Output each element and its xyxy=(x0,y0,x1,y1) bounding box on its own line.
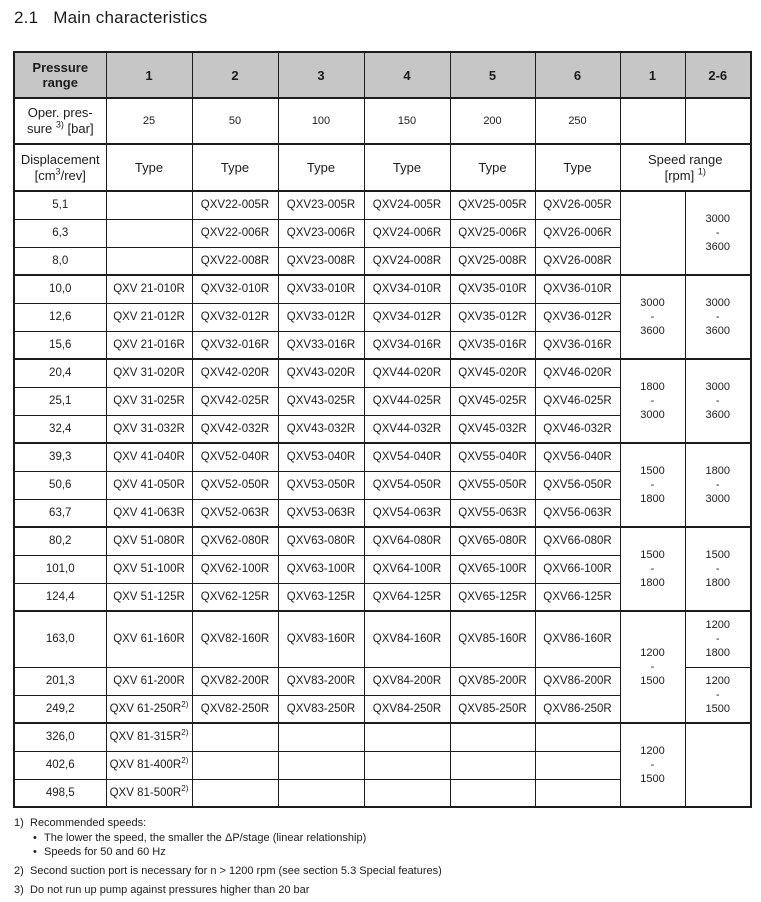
displacement-value: 201,3 xyxy=(14,667,106,695)
type-code-cell: QXV 41-063R xyxy=(106,499,192,527)
type-code-cell: QXV 41-040R xyxy=(106,443,192,471)
displacement-value: 163,0 xyxy=(14,611,106,667)
type-code-cell: QXV33-016R xyxy=(278,331,364,359)
type-code-cell: QXV56-040R xyxy=(535,443,620,471)
type-code-cell: QXV34-016R xyxy=(364,331,450,359)
type-code-cell: QXV43-025R xyxy=(278,387,364,415)
type-code-cell: QXV64-080R xyxy=(364,527,450,555)
type-code-cell xyxy=(535,723,620,751)
type-code-cell: QXV44-032R xyxy=(364,415,450,443)
type-code-cell: QXV45-032R xyxy=(450,415,535,443)
type-code-cell: QXV85-160R xyxy=(450,611,535,667)
type-code-cell xyxy=(278,723,364,751)
displacement-value: 39,3 xyxy=(14,443,106,471)
type-code-footnote-ref: 2) xyxy=(181,699,189,709)
speed-range-2-6-cell xyxy=(685,723,751,807)
speed-range-label xyxy=(620,144,751,191)
speed-range-1-cell: 1200 - 1500 xyxy=(620,611,685,723)
displacement-value: 25,1 xyxy=(14,387,106,415)
type-code-cell: QXV83-250R xyxy=(278,695,364,723)
displacement-value: 8,0 xyxy=(14,247,106,275)
type-code-cell: QXV36-016R xyxy=(535,331,620,359)
oper-label-line2b: [bar] xyxy=(63,121,94,136)
type-code-cell: QXV24-005R xyxy=(364,191,450,219)
type-code-cell: QXV83-160R xyxy=(278,611,364,667)
type-code-cell: QXV46-025R xyxy=(535,387,620,415)
displacement-label xyxy=(14,144,106,191)
type-code-cell: QXV62-100R xyxy=(192,555,278,583)
type-code-cell: QXV84-160R xyxy=(364,611,450,667)
type-code-cell: QXV26-008R xyxy=(535,247,620,275)
data-row xyxy=(14,723,751,751)
type-code-cell: QXV22-008R xyxy=(192,247,278,275)
disp-label-sup: 3 xyxy=(55,166,61,177)
type-code-cell: QXV 51-080R xyxy=(106,527,192,555)
displacement-value: 6,3 xyxy=(14,219,106,247)
type-code-cell: QXV32-016R xyxy=(192,331,278,359)
type-code-cell: QXV22-005R xyxy=(192,191,278,219)
type-code-footnote-ref: 2) xyxy=(181,783,189,793)
type-code-cell: QXV66-125R xyxy=(535,583,620,611)
data-row xyxy=(14,443,751,471)
type-code-footnote-ref: 2) xyxy=(181,728,189,738)
type-code-cell: QXV52-050R xyxy=(192,471,278,499)
table-header xyxy=(14,52,751,191)
footnote-1-bullet-1: • The lower the speed, the smaller the ΔP/stage (linear relationship) xyxy=(30,831,746,845)
disp-label-line1: Displacement xyxy=(20,151,100,167)
type-code-cell: QXV83-200R xyxy=(278,667,364,695)
displacement-value: 5,1 xyxy=(14,191,106,219)
type-code-cell: QXV23-005R xyxy=(278,191,364,219)
type-code-cell: QXV33-012R xyxy=(278,303,364,331)
type-code-cell: QXV65-100R xyxy=(450,555,535,583)
type-code-cell: QXV82-160R xyxy=(192,611,278,667)
speed-range-2-6-cell: 1200 - 1800 xyxy=(685,611,751,667)
type-code-cell: QXV64-100R xyxy=(364,555,450,583)
displacement-value: 63,7 xyxy=(14,499,106,527)
displacement-value: 124,4 xyxy=(14,583,106,611)
section-title-text: Main characteristics xyxy=(53,8,208,27)
footnote-1 xyxy=(14,816,746,859)
pressure-range-3: 3 xyxy=(278,52,364,98)
type-code-cell: QXV42-020R xyxy=(192,359,278,387)
type-code-cell: QXV23-008R xyxy=(278,247,364,275)
type-code-cell xyxy=(364,723,450,751)
type-code-cell xyxy=(106,219,192,247)
type-code-cell: QXV55-040R xyxy=(450,443,535,471)
type-code-cell: QXV62-080R xyxy=(192,527,278,555)
displacement-value: 20,4 xyxy=(14,359,106,387)
type-column-label: Type xyxy=(450,144,535,191)
type-code-cell: QXV23-006R xyxy=(278,219,364,247)
type-code-cell: QXV35-016R xyxy=(450,331,535,359)
type-code-cell: QXV44-020R xyxy=(364,359,450,387)
type-code-cell xyxy=(535,751,620,779)
type-code-cell: QXV35-012R xyxy=(450,303,535,331)
type-code-cell: QXV54-040R xyxy=(364,443,450,471)
type-code-cell: QXV64-125R xyxy=(364,583,450,611)
speed-range-2-6-cell: 3000 - 3600 xyxy=(685,359,751,443)
type-code-cell: QXV $81-500R^{2)}$ xyxy=(106,779,192,807)
type-code-cell: QXV82-250R xyxy=(192,695,278,723)
type-code-cell xyxy=(192,723,278,751)
type-column-label: Type xyxy=(278,144,364,191)
type-code-cell: QXV52-040R xyxy=(192,443,278,471)
type-column-label: Type xyxy=(192,144,278,191)
type-code-cell: QXV86-250R xyxy=(535,695,620,723)
type-code-cell: QXV84-200R xyxy=(364,667,450,695)
oper-pressure-value: 200 xyxy=(450,98,535,144)
disp-label-line2b: /rev] xyxy=(60,167,86,183)
operating-pressure-label xyxy=(14,98,106,144)
type-code-cell: QXV63-100R xyxy=(278,555,364,583)
type-code-cell: QXV 21-016R xyxy=(106,331,192,359)
type-code-cell xyxy=(364,779,450,807)
speed-col-1-header: 1 xyxy=(620,52,685,98)
oper-pressure-value: 50 xyxy=(192,98,278,144)
type-code-cell: QXV56-050R xyxy=(535,471,620,499)
oper-pressure-speed-empty-cell xyxy=(685,98,751,144)
oper-pressure-value: 150 xyxy=(364,98,450,144)
data-row xyxy=(14,191,751,219)
type-code-cell: QXV35-010R xyxy=(450,275,535,303)
type-code-cell: QXV63-125R xyxy=(278,583,364,611)
speed-label-line1: Speed range xyxy=(648,151,723,167)
type-code-cell: QXV66-100R xyxy=(535,555,620,583)
type-code-cell: QXV43-032R xyxy=(278,415,364,443)
type-code-cell: QXV 61-200R xyxy=(106,667,192,695)
type-code-cell: QXV86-160R xyxy=(535,611,620,667)
displacement-value: 50,6 xyxy=(14,471,106,499)
section-title xyxy=(14,8,207,28)
displacement-value: 402,6 xyxy=(14,751,106,779)
type-code-cell: QXV $61-250R^{2)}$ xyxy=(106,695,192,723)
type-code-cell: QXV44-025R xyxy=(364,387,450,415)
speed-range-2-6-cell: 3000 - 3600 xyxy=(685,191,751,275)
footnote-2-marker: 2) xyxy=(14,865,24,877)
type-code-cell: QXV42-032R xyxy=(192,415,278,443)
type-code-cell xyxy=(364,751,450,779)
speed-label-footnote-ref: 1) xyxy=(697,166,706,177)
data-row xyxy=(14,359,751,387)
type-code-cell: QXV24-006R xyxy=(364,219,450,247)
type-code-cell: QXV $81-400R^{2)}$ xyxy=(106,751,192,779)
type-code-cell xyxy=(192,779,278,807)
footnote-3-marker: 3) xyxy=(14,884,24,896)
type-code-cell xyxy=(192,751,278,779)
type-code-cell: QXV36-010R xyxy=(535,275,620,303)
type-code-cell: QXV34-010R xyxy=(364,275,450,303)
type-code-cell: QXV34-012R xyxy=(364,303,450,331)
type-code-cell: QXV32-010R xyxy=(192,275,278,303)
type-code-cell: QXV33-010R xyxy=(278,275,364,303)
type-code-cell: QXV 31-032R xyxy=(106,415,192,443)
type-code-cell: QXV 41-050R xyxy=(106,471,192,499)
speed-col-2-6-header: 2-6 xyxy=(685,52,751,98)
type-code-cell: QXV 21-012R xyxy=(106,303,192,331)
type-code-cell: QXV56-063R xyxy=(535,499,620,527)
type-code-cell: QXV55-050R xyxy=(450,471,535,499)
footnote-2-text: Second suction port is necessary for n > 1200 rpm (see section 5.3 Special features) xyxy=(30,865,442,877)
type-code-cell xyxy=(450,751,535,779)
type-code-cell xyxy=(106,247,192,275)
type-code-cell: QXV55-063R xyxy=(450,499,535,527)
type-code-cell: QXV 21-010R xyxy=(106,275,192,303)
type-code-cell xyxy=(450,723,535,751)
type-code-cell: QXV63-080R xyxy=(278,527,364,555)
type-code-cell: QXV $81-315R^{2)}$ xyxy=(106,723,192,751)
type-code-cell: QXV24-008R xyxy=(364,247,450,275)
type-code-cell xyxy=(106,191,192,219)
bullet-icon: • xyxy=(33,846,37,858)
type-code-cell xyxy=(278,751,364,779)
footnote-2 xyxy=(14,864,746,878)
type-code-cell: QXV86-200R xyxy=(535,667,620,695)
type-code-cell: QXV26-006R xyxy=(535,219,620,247)
data-row xyxy=(14,275,751,303)
footnote-3-text: Do not run up pump against pressures higher than 20 bar xyxy=(30,884,310,896)
displacement-value: 32,4 xyxy=(14,415,106,443)
type-code-cell: QXV 31-020R xyxy=(106,359,192,387)
type-code-cell: QXV54-063R xyxy=(364,499,450,527)
type-code-cell: QXV66-080R xyxy=(535,527,620,555)
type-code-cell: QXV46-032R xyxy=(535,415,620,443)
footnote-1-text: Recommended speeds: xyxy=(30,817,147,829)
type-code-cell: QXV 61-160R xyxy=(106,611,192,667)
type-code-cell: QXV52-063R xyxy=(192,499,278,527)
type-code-cell xyxy=(450,779,535,807)
type-code-cell: QXV 51-100R xyxy=(106,555,192,583)
type-code-cell: QXV25-008R xyxy=(450,247,535,275)
pressure-range-label: Pressure range xyxy=(14,52,106,98)
type-code-cell: QXV84-250R xyxy=(364,695,450,723)
characteristics-table xyxy=(13,51,752,808)
type-code-cell: QXV46-020R xyxy=(535,359,620,387)
type-code-cell: QXV43-020R xyxy=(278,359,364,387)
type-code-cell: QXV26-005R xyxy=(535,191,620,219)
oper-pressure-value: 250 xyxy=(535,98,620,144)
oper-label-line2a: sure xyxy=(26,121,56,136)
type-code-cell: QXV85-200R xyxy=(450,667,535,695)
type-code-cell: QXV54-050R xyxy=(364,471,450,499)
type-code-cell: QXV42-025R xyxy=(192,387,278,415)
type-column-label: Type xyxy=(535,144,620,191)
speed-range-1-cell: 1500 - 1800 xyxy=(620,443,685,527)
type-code-cell: QXV 51-125R xyxy=(106,583,192,611)
type-header-row xyxy=(14,144,751,191)
type-code-cell: QXV 31-025R xyxy=(106,387,192,415)
speed-range-2-6-cell: 1500 - 1800 xyxy=(685,527,751,611)
speed-range-1-cell: 1500 - 1800 xyxy=(620,527,685,611)
pressure-range-1: 1 xyxy=(106,52,192,98)
displacement-value: 498,5 xyxy=(14,779,106,807)
type-code-cell xyxy=(535,779,620,807)
type-code-cell: QXV85-250R xyxy=(450,695,535,723)
type-code-cell: QXV22-006R xyxy=(192,219,278,247)
type-code-cell: QXV53-050R xyxy=(278,471,364,499)
displacement-value: 101,0 xyxy=(14,555,106,583)
footnotes xyxy=(14,816,746,902)
pressure-range-header-row xyxy=(14,52,751,98)
type-code-cell xyxy=(278,779,364,807)
displacement-value: 15,6 xyxy=(14,331,106,359)
type-code-cell: QXV25-005R xyxy=(450,191,535,219)
type-code-cell: QXV36-012R xyxy=(535,303,620,331)
speed-range-2-6-cell: 1800 - 3000 xyxy=(685,443,751,527)
displacement-value: 10,0 xyxy=(14,275,106,303)
operating-pressure-row xyxy=(14,98,751,144)
speed-range-1-cell: 1200 - 1500 xyxy=(620,723,685,807)
speed-range-1-cell: 1800 - 3000 xyxy=(620,359,685,443)
speed-range-2-6-cell: 1200 - 1500 xyxy=(685,667,751,723)
bullet-icon: • xyxy=(33,832,37,844)
displacement-value: 326,0 xyxy=(14,723,106,751)
footnote-1-marker: 1) xyxy=(14,817,24,829)
type-code-cell: QXV65-125R xyxy=(450,583,535,611)
type-code-cell: QXV53-040R xyxy=(278,443,364,471)
oper-label-footnote-ref: 3) xyxy=(55,119,64,130)
oper-label-line1: Oper. pres- xyxy=(27,105,93,120)
displacement-value: 249,2 xyxy=(14,695,106,723)
pressure-range-2: 2 xyxy=(192,52,278,98)
data-row xyxy=(14,611,751,667)
speed-range-1-cell: 3000 - 3600 xyxy=(620,275,685,359)
type-code-cell: QXV82-200R xyxy=(192,667,278,695)
pressure-range-6: 6 xyxy=(535,52,620,98)
oper-pressure-value: 100 xyxy=(278,98,364,144)
oper-pressure-value: 25 xyxy=(106,98,192,144)
type-code-footnote-ref: 2) xyxy=(181,756,189,766)
speed-label-line2a: [rpm] xyxy=(664,167,698,183)
speed-range-2-6-cell: 3000 - 3600 xyxy=(685,275,751,359)
displacement-value: 80,2 xyxy=(14,527,106,555)
displacement-value: 12,6 xyxy=(14,303,106,331)
disp-label-line2a: [cm xyxy=(34,167,56,183)
pressure-range-5: 5 xyxy=(450,52,535,98)
type-code-cell: QXV25-006R xyxy=(450,219,535,247)
oper-pressure-speed-empty-cell xyxy=(620,98,685,144)
data-row xyxy=(14,527,751,555)
type-code-cell: QXV53-063R xyxy=(278,499,364,527)
type-code-cell: QXV62-125R xyxy=(192,583,278,611)
type-code-cell: QXV45-020R xyxy=(450,359,535,387)
type-code-cell: QXV32-012R xyxy=(192,303,278,331)
speed-range-1-cell xyxy=(620,191,685,275)
footnote-3 xyxy=(14,883,746,897)
type-code-cell: QXV65-080R xyxy=(450,527,535,555)
type-code-cell: QXV45-025R xyxy=(450,387,535,415)
footnote-1-bullet-2: • Speeds for 50 and 60 Hz xyxy=(30,845,746,859)
type-column-label: Type xyxy=(364,144,450,191)
type-column-label: Type xyxy=(106,144,192,191)
section-number: 2.1 xyxy=(14,8,39,27)
table-body xyxy=(14,191,751,807)
pressure-range-4: 4 xyxy=(364,52,450,98)
